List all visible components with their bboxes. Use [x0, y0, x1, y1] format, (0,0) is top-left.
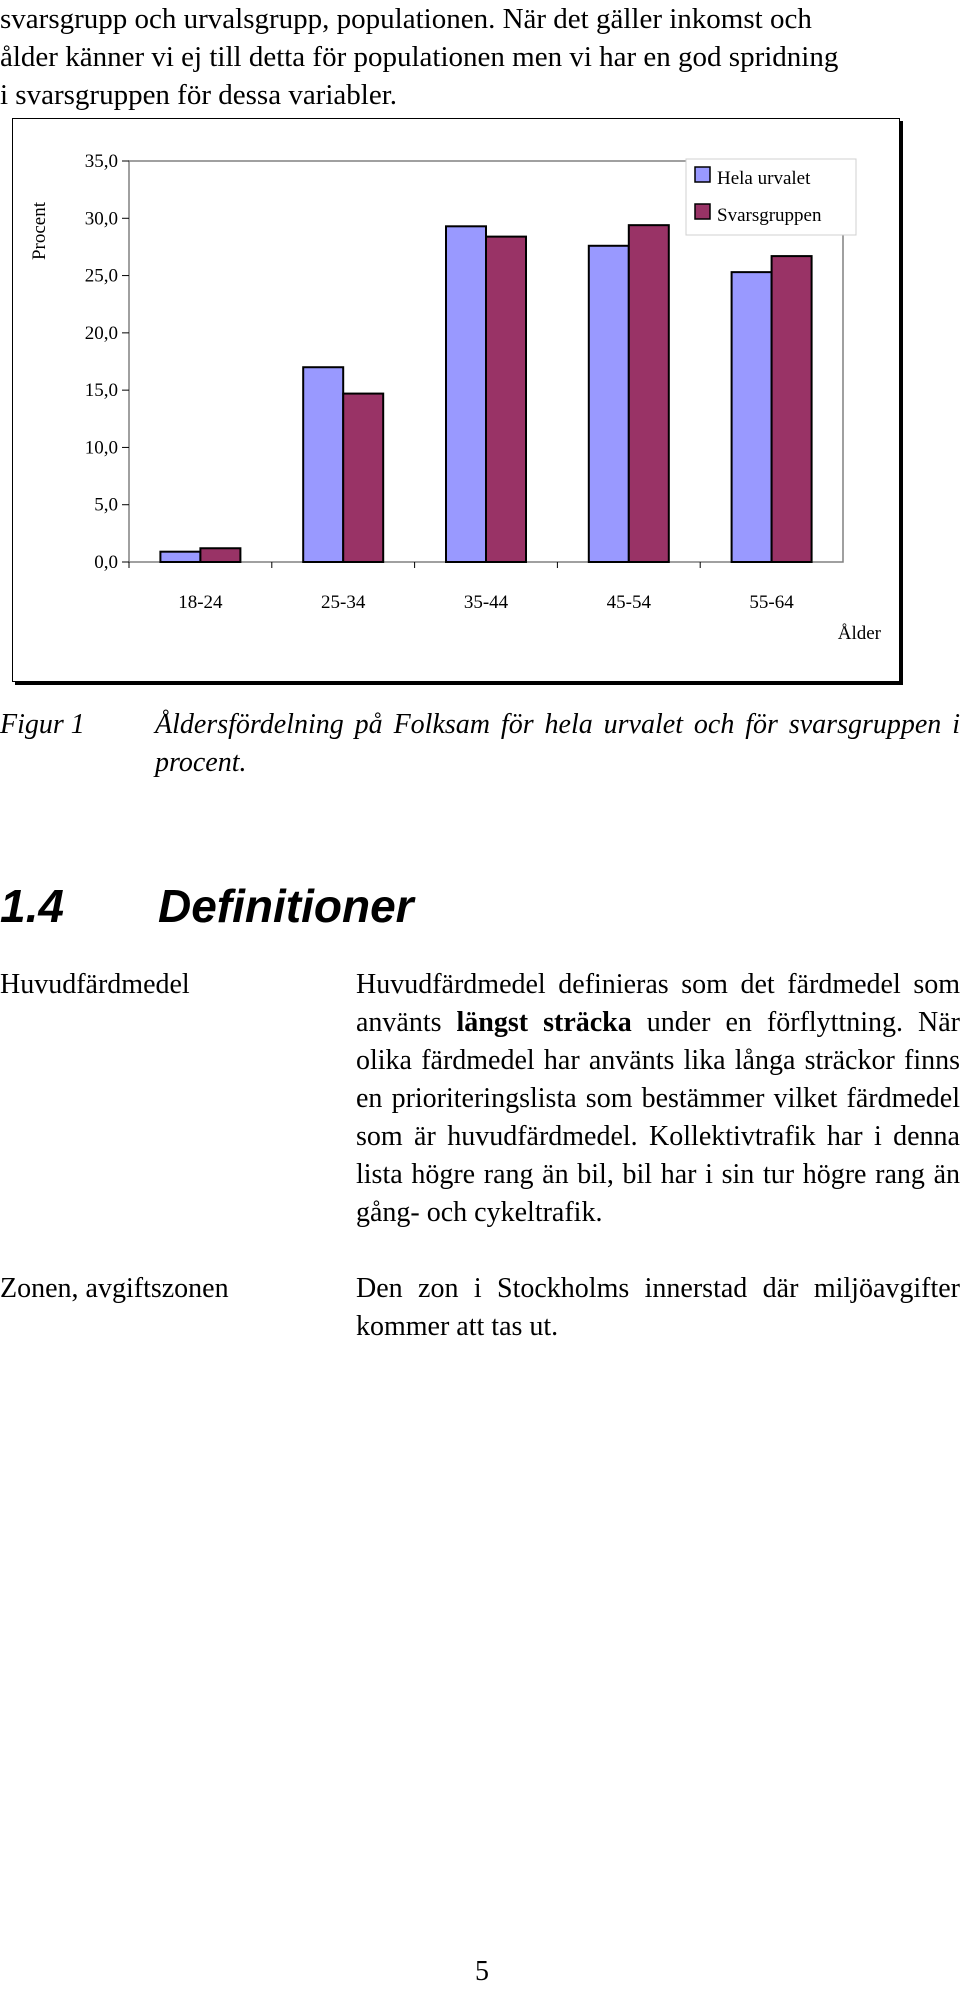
bar-hela-urvalet [732, 272, 772, 562]
legend-label: Svarsgruppen [717, 205, 822, 226]
definition-text: Den zon i Stockholms innerstad där miljöavgifter kommer att tas ut. [356, 1273, 960, 1342]
page-number: 5 [475, 1956, 489, 1987]
y-tick-label: 10,0 [84, 437, 118, 459]
bar-svarsgruppen [629, 225, 669, 562]
x-axis-label: Ålder [837, 623, 881, 644]
bar-hela-urvalet [160, 552, 200, 562]
bar-svarsgruppen [343, 394, 383, 562]
legend-label: Hela urvalet [717, 168, 811, 189]
intro-line: i svarsgruppen för dessa variabler. [0, 79, 398, 111]
y-tick-label: 20,0 [84, 322, 118, 344]
x-tick-label: 45-54 [606, 592, 651, 613]
definitions-list [0, 966, 960, 1384]
x-tick-label: 18-24 [178, 592, 223, 613]
bar-svarsgruppen [772, 256, 812, 562]
x-tick-label: 25-34 [321, 592, 366, 613]
legend-swatch [695, 167, 710, 182]
definition-term: Huvudfärdmedel [0, 969, 190, 1000]
definition-text [356, 966, 960, 1232]
definition-text-part: under en förflyttning. När olika färdmedel har använts lika långa sträckor finns en prioriteringslista som bestämmer vilket färdmedel som är huvudfärdmedel. Kollektivtrafik har i denna lista högre rang än bil, bil har i sin tur högre rang än gång- och cykeltrafik. [356, 1007, 960, 1228]
intro-line: svarsgrupp och urvalsgrupp, populationen. När det gäller inkomst och [0, 3, 812, 35]
section-number: 1.4 [0, 880, 64, 932]
bar-svarsgruppen [200, 548, 240, 562]
chart-canvas [13, 119, 899, 681]
x-tick-label: 35-44 [463, 592, 509, 613]
y-tick-label: 30,0 [84, 208, 118, 230]
intro-line: ålder känner vi ej till detta för populationen men vi har en god spridning [0, 41, 839, 73]
section-title: Definitioner [158, 880, 414, 932]
bar-svarsgruppen [486, 237, 526, 562]
age-distribution-chart [12, 118, 900, 682]
y-tick-label: 15,0 [84, 380, 118, 402]
definition-text-bold: längst sträcka [456, 1007, 632, 1038]
y-axis-label: Procent [29, 201, 50, 261]
x-tick-label: 55-64 [749, 592, 794, 613]
intro-paragraph [0, 0, 960, 114]
y-tick-label: 35,0 [84, 151, 118, 172]
caption-text: Åldersfördelning på Folksam för hela urvalet och för svarsgruppen i procent. [155, 709, 960, 778]
definition-term: Zonen, avgiftszonen [0, 1273, 229, 1304]
bar-hela-urvalet [589, 246, 629, 562]
definition-item [0, 1270, 960, 1346]
y-tick-label: 25,0 [84, 265, 118, 287]
definition-text-part: Huvudfärdmedel definieras som det färdmedel som använts [356, 969, 960, 1038]
y-tick-label: 0,0 [94, 552, 118, 573]
y-tick-label: 5,0 [94, 494, 118, 516]
caption-label: Figur 1 [0, 709, 85, 740]
definition-item [0, 966, 960, 1232]
section-heading [0, 876, 414, 936]
legend-swatch [695, 204, 710, 219]
bar-hela-urvalet [303, 367, 343, 562]
bar-hela-urvalet [446, 226, 486, 562]
